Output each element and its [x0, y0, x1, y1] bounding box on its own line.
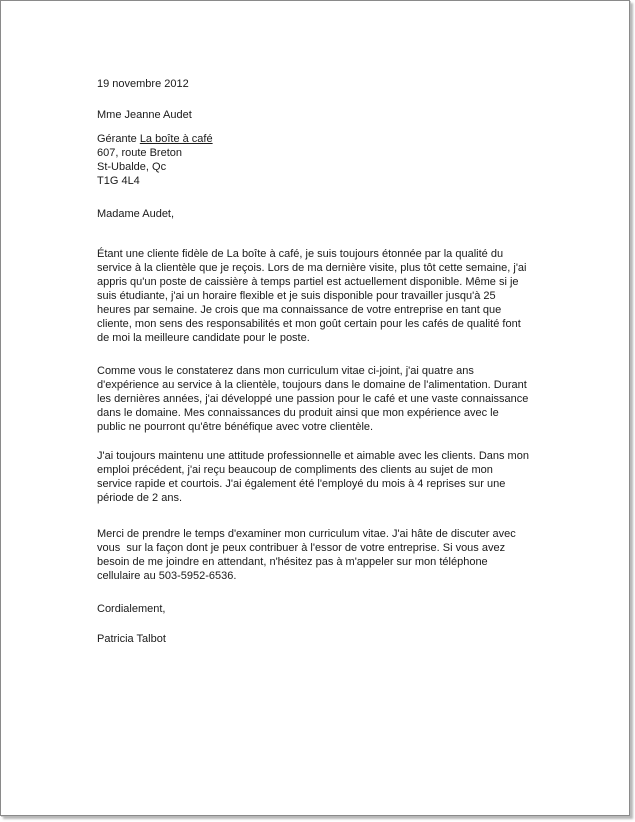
paragraph-2	[97, 364, 528, 434]
salutation: Madame Audet,	[97, 208, 175, 220]
recipient-address	[97, 132, 213, 188]
paragraph-line: d'expérience au service à la clientèle, toujours dans le domaine de l'alimentation. Durant	[97, 379, 527, 391]
paragraph-line: emploi précédent, j'ai reçu beaucoup de compliments des clients au sujet de mon	[97, 464, 493, 476]
paragraph-line: public ne pourront qu'être bénéfique avec votre clientèle.	[97, 421, 374, 433]
address-street: 607, route Breton	[97, 147, 183, 159]
company-name: La boîte à café	[139, 133, 213, 145]
paragraph-line: heures par semaine. Je crois que ma connaissance de votre entreprise en tant que	[97, 304, 502, 316]
paragraph-line: service à la clientèle que je reçois. Lors de ma dernière visite, plus tôt cette semaine, j'ai	[97, 262, 527, 274]
paragraph-line: les dernières années, j'ai développé une passion pour le café et une vaste connaissance	[97, 393, 529, 405]
address-postal: T1G 4L4	[97, 175, 140, 187]
paragraph-line: besoin de me joindre en attendant, n'hésitez pas à m'appeler sur mon téléphone	[97, 556, 488, 568]
signature: Patricia Talbot	[97, 633, 166, 645]
recipient-title: Gérante	[97, 133, 140, 145]
letter-date: 19 novembre 2012	[97, 78, 189, 90]
recipient-title-line	[97, 132, 213, 146]
paragraph-line: cellulaire au 503-5952-6536.	[97, 570, 237, 582]
paragraph-3	[97, 449, 529, 505]
paragraph-line: appris qu'un poste de caissière à temps partiel est actuellement disponible. Même si je	[97, 276, 519, 288]
address-city: St-Ubalde, Qc	[97, 161, 167, 173]
paragraph-line: Étant une cliente fidèle de La boîte à café, je suis toujours étonnée par la qualité du	[97, 248, 504, 260]
paragraph-line: Comme vous le constaterez dans mon curriculum vitae ci-joint, j'ai quatre ans	[97, 365, 474, 377]
closing: Cordialement,	[97, 603, 166, 615]
paragraph-line: J'ai toujours maintenu une attitude professionnelle et aimable avec les clients. Dans mon	[97, 450, 529, 462]
paragraph-line: dans le domaine. Mes connaissances du produit ainsi que mon expérience avec le	[97, 407, 499, 419]
paragraph-line: service rapide et courtois. J'ai également été l'employé du mois à 4 reprises sur une	[97, 478, 506, 490]
paragraph-line: suis étudiante, j'ai un horaire flexible et je suis disponible pour travailler jusqu'à 25	[97, 290, 496, 302]
paragraph-line: cliente, mon sens des responsabilités et mon goût certain pour les cafés de qualité font	[97, 318, 521, 330]
recipient-name: Mme Jeanne Audet	[97, 109, 192, 121]
paragraph-line: Merci de prendre le temps d'examiner mon curriculum vitae. J'ai hâte de discuter avec	[97, 528, 516, 540]
paragraph-line: période de 2 ans.	[97, 492, 183, 504]
paragraph-4	[97, 527, 516, 583]
paragraph-line: de moi la meilleure candidate pour le poste.	[97, 332, 310, 344]
paragraph-1	[97, 247, 526, 345]
paragraph-line: vous sur la façon dont je peux contribuer à l'essor de votre entreprise. Si vous avez	[97, 542, 506, 554]
